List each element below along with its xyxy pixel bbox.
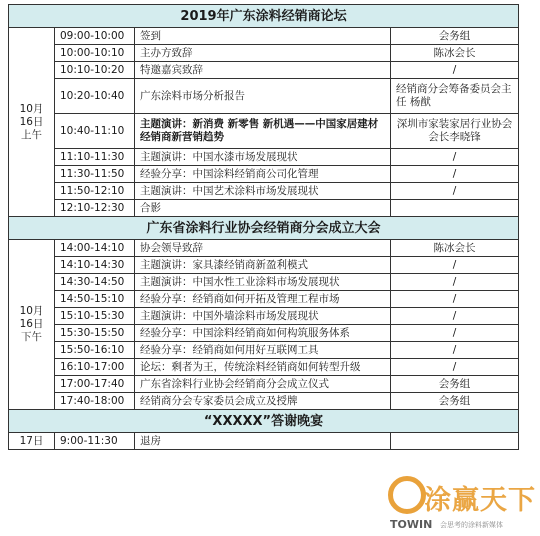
time-cell: 10:20-10:40 xyxy=(55,79,135,114)
schedule-row xyxy=(9,79,519,114)
time-cell: 15:50-16:10 xyxy=(55,342,135,359)
schedule-row xyxy=(9,200,519,217)
schedule-row xyxy=(9,166,519,183)
schedule-row xyxy=(9,28,519,45)
schedule-row xyxy=(9,393,519,410)
topic-cell: 主办方致辞 xyxy=(135,45,391,62)
schedule-row xyxy=(9,359,519,376)
day-cell: 17日 xyxy=(9,433,55,450)
topic-cell: 经验分享：经销商如何开拓及管理工程市场 xyxy=(135,291,391,308)
logo-english: TOWIN xyxy=(390,518,433,531)
schedule-row xyxy=(9,149,519,166)
topic-cell: 协会领导致辞 xyxy=(135,240,391,257)
time-cell: 14:00-14:10 xyxy=(55,240,135,257)
speaker-cell: 陈冰会长 xyxy=(391,240,519,257)
schedule-row xyxy=(9,274,519,291)
day-label-afternoon xyxy=(9,240,55,410)
speaker-cell: / xyxy=(391,325,519,342)
time-cell: 14:30-14:50 xyxy=(55,274,135,291)
schedule-row xyxy=(9,183,519,200)
speaker-cell: 经销商分会筹备委员会主任 杨猷 xyxy=(391,79,519,114)
day-label-period: 下午 xyxy=(21,331,42,343)
schedule-row xyxy=(9,45,519,62)
speaker-cell: / xyxy=(391,257,519,274)
time-cell: 11:10-11:30 xyxy=(55,149,135,166)
speaker-cell: / xyxy=(391,166,519,183)
section-title: 广东省涂料行业协会经销商分会成立大会 xyxy=(9,217,519,240)
topic-cell: 经验分享：中国涂料经销商公司化管理 xyxy=(135,166,391,183)
topic-cell: 签到 xyxy=(135,28,391,45)
schedule-body xyxy=(9,5,519,450)
time-cell: 17:00-17:40 xyxy=(55,376,135,393)
time-cell: 9:00-11:30 xyxy=(55,433,135,450)
section-title: 2019年广东涂料经销商论坛 xyxy=(9,5,519,28)
topic-cell: 经验分享：经销商如何用好互联网工具 xyxy=(135,342,391,359)
time-cell: 11:50-12:10 xyxy=(55,183,135,200)
section-afternoon-header xyxy=(9,217,519,240)
speaker-cell: / xyxy=(391,183,519,200)
time-cell: 15:10-15:30 xyxy=(55,308,135,325)
topic-cell: 广东涂料市场分析报告 xyxy=(135,79,391,114)
schedule-row xyxy=(9,257,519,274)
speaker-cell xyxy=(391,433,519,450)
schedule-row xyxy=(9,433,519,450)
towin-logo xyxy=(388,476,540,536)
speaker-cell: 深圳市家装家居行业协会会长李晓锋 xyxy=(391,114,519,149)
day-label-date: 16日 xyxy=(19,318,44,330)
topic-cell: 主题演讲：家具漆经销商新盈利模式 xyxy=(135,257,391,274)
time-cell: 16:10-17:00 xyxy=(55,359,135,376)
section-title: “XXXXX”答谢晚宴 xyxy=(9,410,519,433)
schedule-row xyxy=(9,240,519,257)
time-cell: 15:30-15:50 xyxy=(55,325,135,342)
topic-cell: 广东省涂料行业协会经销商分会成立仪式 xyxy=(135,376,391,393)
logo-wordmark: 涂赢天下 xyxy=(424,485,536,516)
speaker-cell: / xyxy=(391,62,519,79)
logo-slogan: 会思考的涂料新媒体 xyxy=(440,521,503,529)
day-label-month: 10月 xyxy=(19,305,44,317)
speaker-cell: / xyxy=(391,359,519,376)
topic-cell: 主题演讲：中国艺术涂料市场发展现状 xyxy=(135,183,391,200)
topic-cell: 主题演讲：中国水性工业涂料市场发展现状 xyxy=(135,274,391,291)
speaker-cell: 陈冰会长 xyxy=(391,45,519,62)
time-cell: 14:50-15:10 xyxy=(55,291,135,308)
day-label-morning xyxy=(9,28,55,217)
time-cell: 10:00-10:10 xyxy=(55,45,135,62)
topic-cell: 主题演讲：中国外墙涂料市场发展现状 xyxy=(135,308,391,325)
topic-cell: 论坛：剩者为王，传统涂料经销商如何转型升级 xyxy=(135,359,391,376)
topic-cell: 合影 xyxy=(135,200,391,217)
logo-ring-icon xyxy=(388,476,426,514)
time-cell: 10:40-11:10 xyxy=(55,114,135,149)
topic-cell: 特邀嘉宾致辞 xyxy=(135,62,391,79)
section-morning-header xyxy=(9,5,519,28)
topic-cell: 经验分享：中国涂料经销商如何构筑服务体系 xyxy=(135,325,391,342)
time-cell: 11:30-11:50 xyxy=(55,166,135,183)
schedule-table xyxy=(8,4,519,450)
topic-cell: 退房 xyxy=(135,433,391,450)
time-cell: 12:10-12:30 xyxy=(55,200,135,217)
speaker-cell xyxy=(391,200,519,217)
time-cell: 14:10-14:30 xyxy=(55,257,135,274)
schedule-row xyxy=(9,342,519,359)
day-label-period: 上午 xyxy=(21,128,42,141)
schedule-row xyxy=(9,291,519,308)
topic-cell: 主题演讲：中国水漆市场发展现状 xyxy=(135,149,391,166)
time-cell: 10:10-10:20 xyxy=(55,62,135,79)
speaker-cell: / xyxy=(391,308,519,325)
speaker-cell: / xyxy=(391,342,519,359)
speaker-cell: 会务组 xyxy=(391,28,519,45)
speaker-cell: 会务组 xyxy=(391,393,519,410)
section-banquet-header xyxy=(9,410,519,433)
speaker-cell: / xyxy=(391,274,519,291)
time-cell: 17:40-18:00 xyxy=(55,393,135,410)
schedule-row xyxy=(9,376,519,393)
topic-cell: 主题演讲：新消费 新零售 新机遇——中国家居建材经销商新营销趋势 xyxy=(135,114,391,149)
speaker-cell: / xyxy=(391,291,519,308)
time-cell: 09:00-10:00 xyxy=(55,28,135,45)
schedule-row xyxy=(9,308,519,325)
day-label-date: 16日 xyxy=(19,115,44,128)
day-label-month: 10月 xyxy=(19,102,44,115)
schedule-row xyxy=(9,62,519,79)
schedule-row xyxy=(9,114,519,149)
speaker-cell: 会务组 xyxy=(391,376,519,393)
topic-cell: 经销商分会专家委员会成立及授牌 xyxy=(135,393,391,410)
speaker-cell: / xyxy=(391,149,519,166)
schedule-row xyxy=(9,325,519,342)
